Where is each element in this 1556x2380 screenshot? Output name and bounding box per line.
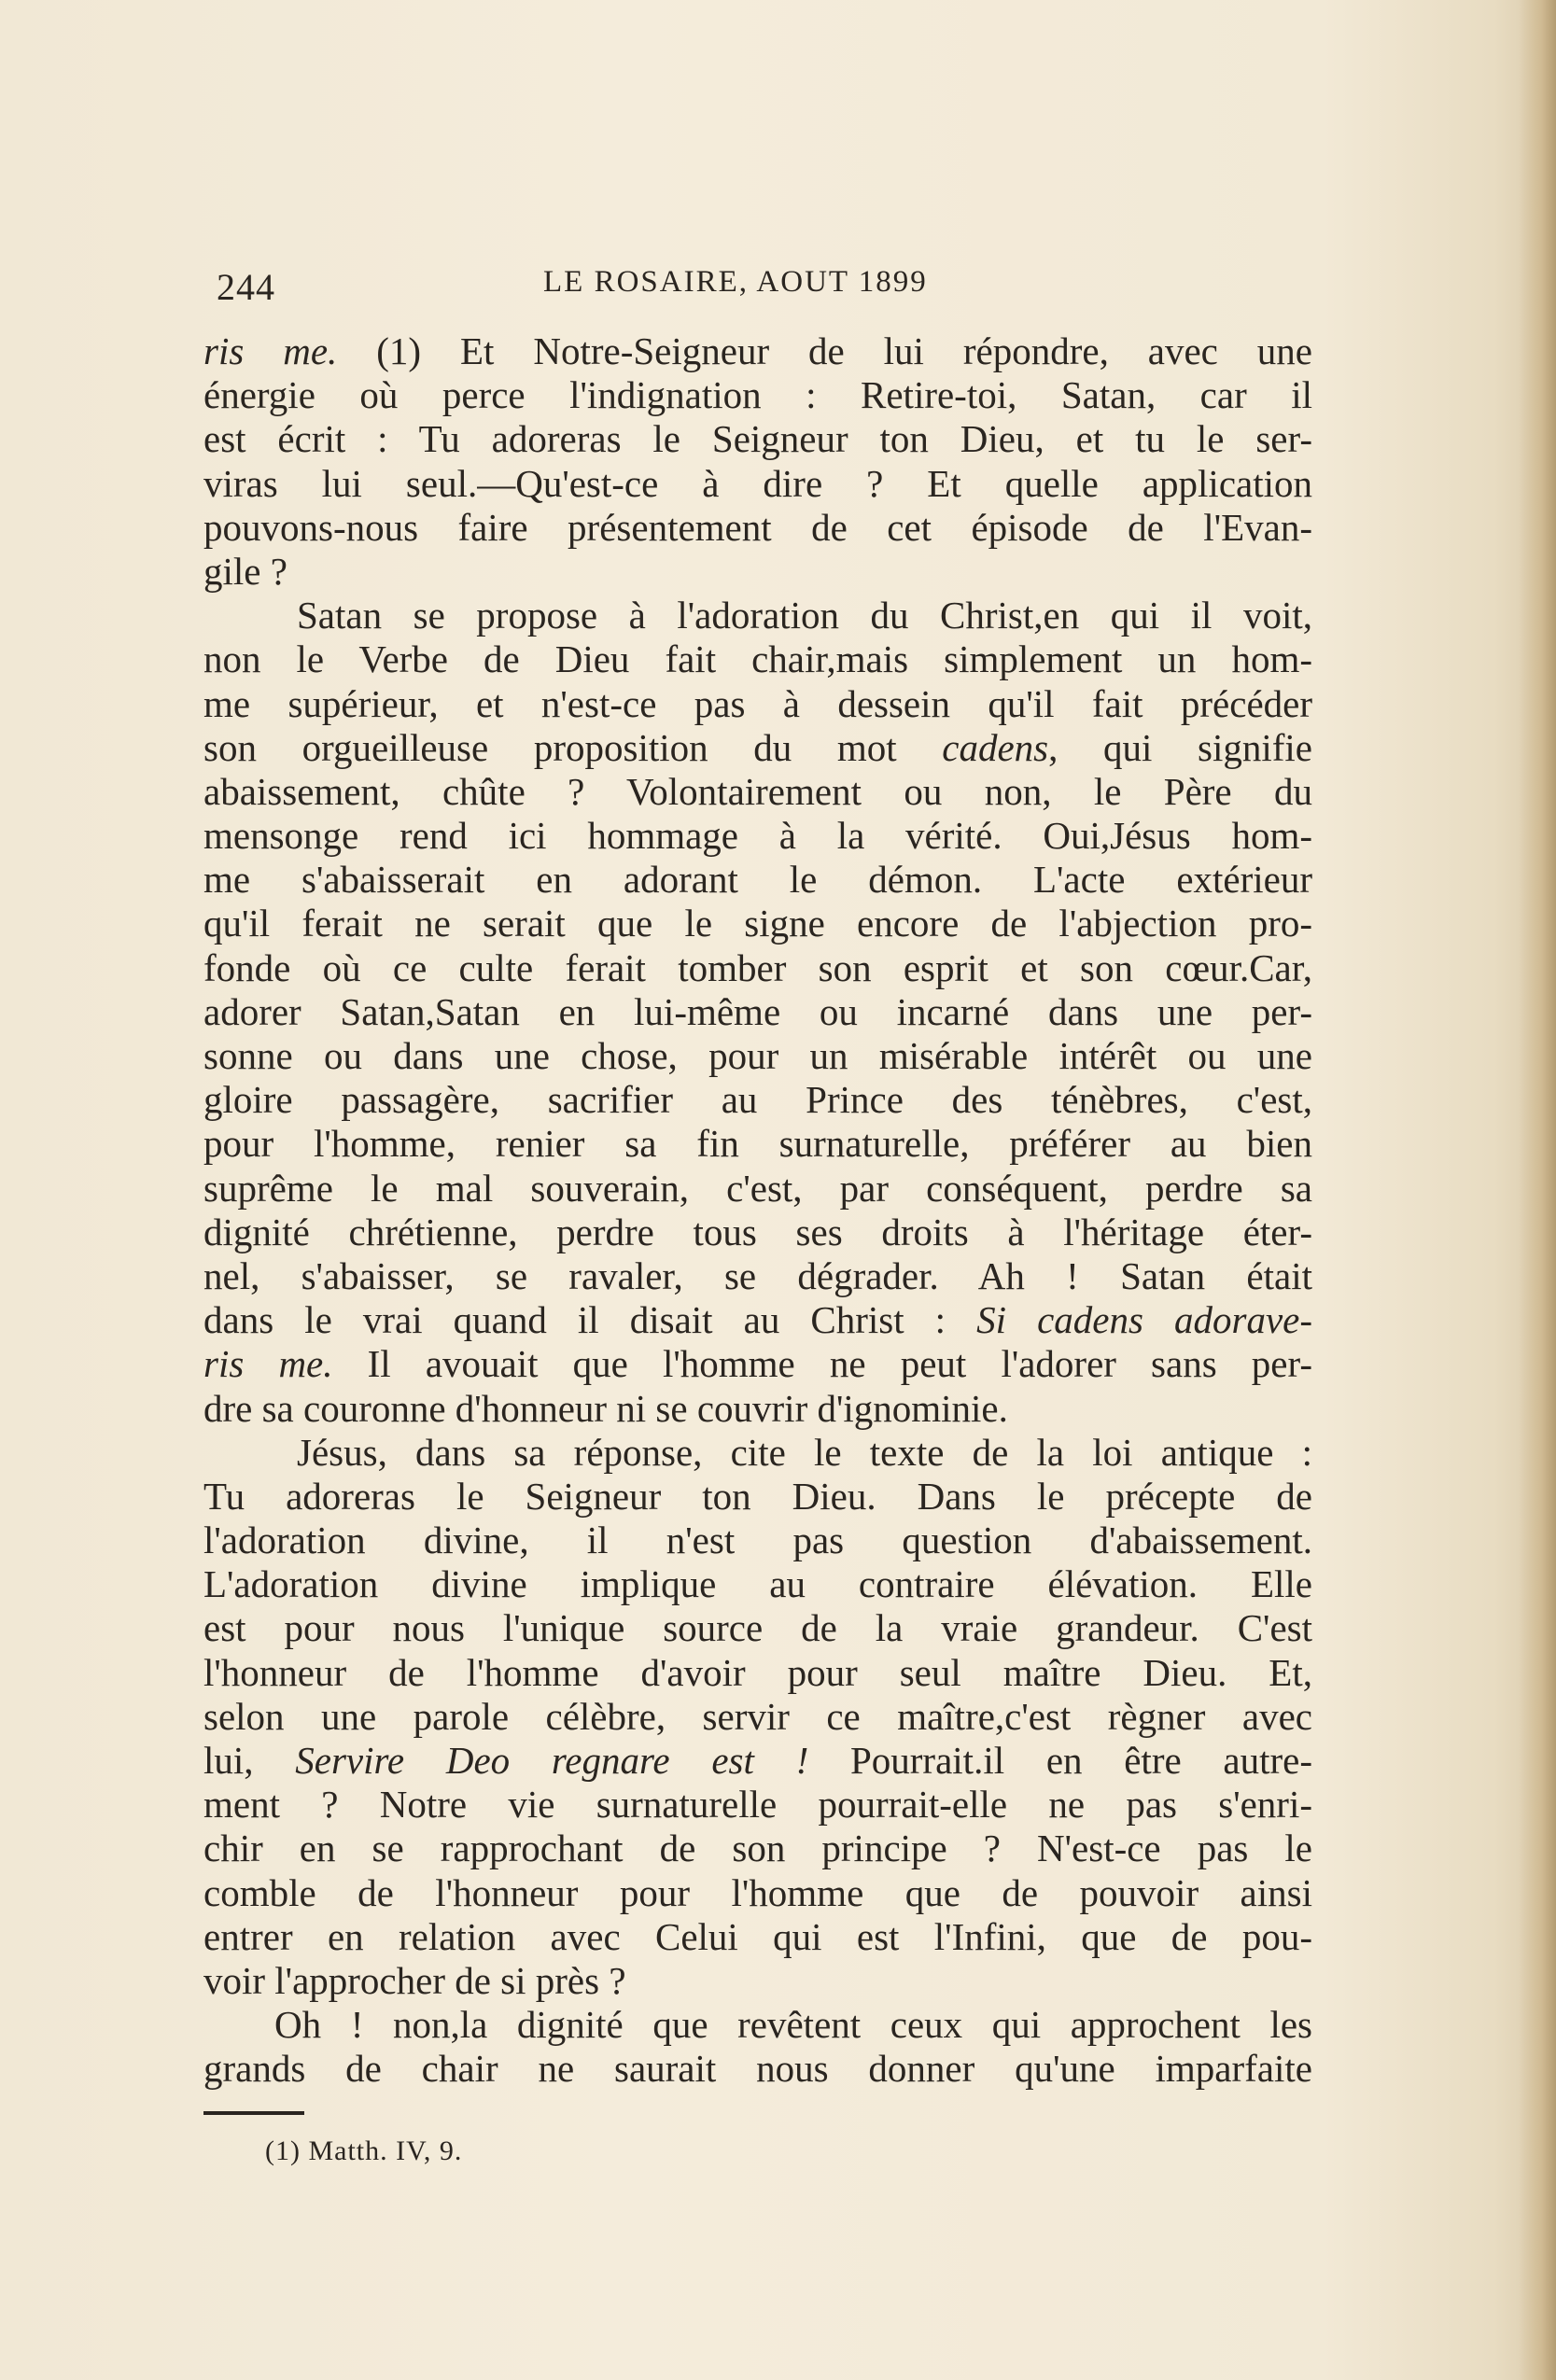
text-line xyxy=(203,1695,1312,1739)
text-line xyxy=(203,1078,1312,1122)
text-line xyxy=(203,858,1312,902)
text-line xyxy=(203,1342,1312,1386)
text-line xyxy=(203,329,1312,373)
text-segment: grands de chair ne saurait nous donner qu'une imparfaite xyxy=(203,2047,1312,2091)
footnote: (1) Matth. IV, 9. xyxy=(265,2135,463,2166)
text-segment: me s'abaisserait en adorant le démon. L'acte extérieur xyxy=(203,858,1312,902)
text-line xyxy=(203,1034,1312,1078)
text-segment: nel, s'abaisser, se ravaler, se dégrader. Ah ! Satan était xyxy=(203,1253,1312,1297)
text-segment: me supérieur, et n'est-ce pas à dessein qu'il fait précéder xyxy=(203,681,1312,725)
text-segment: pour l'homme, renier sa fin surnaturelle, préférer au bien xyxy=(203,1122,1312,1166)
body-text xyxy=(203,329,1312,2092)
text-segment: mensonge rend ici hommage à la vérité. Oui,Jésus hom- xyxy=(203,814,1312,858)
text-segment: fonde où ce culte ferait tomber son esprit et son cœur.Car, xyxy=(203,945,1312,989)
text-segment: (1) Et Notre-Seigneur de lui répondre, avec une xyxy=(337,329,1312,372)
text-line xyxy=(203,1519,1312,1562)
text-segment: lui, xyxy=(203,1739,296,1782)
text-segment: selon une parole célèbre, servir ce maître,c'est règner avec xyxy=(203,1694,1312,1738)
text-segment: adorer Satan,Satan en lui-même ou incarné dans une per- xyxy=(203,989,1312,1033)
text-line xyxy=(203,462,1312,506)
text-line xyxy=(203,1167,1312,1211)
footnote-rule xyxy=(203,2111,304,2115)
text-line xyxy=(203,1298,1312,1342)
text-line xyxy=(203,1431,1312,1475)
text-segment: dignité chrétienne, perdre tous ses droits à l'héritage éter- xyxy=(203,1210,1312,1253)
text-line xyxy=(203,902,1312,945)
text-segment: ment ? Notre vie surnaturelle pourrait-elle ne pas s'enri- xyxy=(203,1783,1312,1827)
text-line xyxy=(203,1959,1312,2003)
text-segment: chir en se rapprochant de son principe ? N'est-ce pas le xyxy=(203,1827,1312,1870)
page-number: 244 xyxy=(217,266,275,308)
text-line xyxy=(203,373,1312,417)
text-line xyxy=(203,1475,1312,1519)
text-line xyxy=(203,1606,1312,1650)
text-line xyxy=(203,550,1312,594)
italic-text: cadens xyxy=(942,725,1049,769)
text-segment: L'adoration divine implique au contraire élévation. Elle xyxy=(203,1562,1312,1606)
text-line xyxy=(203,1915,1312,1959)
text-line xyxy=(203,1827,1312,1870)
text-segment: , qui signifie xyxy=(1048,725,1313,769)
text-segment: sonne ou dans une chose, pour un misérable intérêt ou une xyxy=(203,1034,1312,1077)
text-line xyxy=(203,726,1312,770)
text-line xyxy=(203,1562,1312,1606)
italic-text: Si cadens adorave- xyxy=(976,1298,1313,1342)
text-segment: entrer en relation avec Celui qui est l'Infini, que de pou- xyxy=(203,1914,1312,1958)
text-segment: est pour nous l'unique source de la vraie grandeur. C'est xyxy=(203,1606,1312,1650)
running-title: LE ROSAIRE, AOUT 1899 xyxy=(543,265,928,299)
text-segment: gloire passagère, sacrifier au Prince des ténèbres, c'est, xyxy=(203,1078,1312,1122)
text-line xyxy=(203,1871,1312,1915)
text-line xyxy=(203,594,1312,637)
text-segment: son orgueilleuse proposition du mot xyxy=(203,725,943,769)
text-line xyxy=(203,946,1312,990)
text-line xyxy=(203,2003,1312,2047)
text-segment: voir l'approcher de si près ? xyxy=(203,1958,626,2002)
text-segment: pouvons-nous faire présentement de cet épisode de l'Evan- xyxy=(203,505,1312,549)
text-line xyxy=(203,1783,1312,1827)
text-line xyxy=(203,506,1312,550)
text-segment: gile ? xyxy=(203,549,287,593)
italic-text: ris me. xyxy=(203,1342,333,1386)
text-segment: qu'il ferait ne serait que le signe encore de l'abjection pro- xyxy=(203,902,1312,945)
text-segment: abaissement, chûte ? Volontairement ou non, le Père du xyxy=(203,769,1312,813)
text-segment: dre sa couronne d'honneur ni se couvrir d'ignominie. xyxy=(203,1386,1008,1430)
text-line xyxy=(203,1387,1312,1431)
text-segment: est écrit : Tu adoreras le Seigneur ton Dieu, et tu le ser- xyxy=(203,417,1312,461)
text-segment: suprême le mal souverain, c'est, par conséquent, perdre sa xyxy=(203,1166,1312,1210)
text-segment: Tu adoreras le Seigneur ton Dieu. Dans le précepte de xyxy=(203,1474,1312,1518)
text-line xyxy=(203,1739,1312,1783)
text-segment: Jésus, dans sa réponse, cite le texte de la loi antique : xyxy=(297,1430,1312,1474)
text-segment: non le Verbe de Dieu fait chair,mais simplement un hom- xyxy=(203,637,1312,681)
text-line xyxy=(203,1254,1312,1298)
text-line xyxy=(203,637,1312,681)
text-segment: viras lui seul.—Qu'est-ce à dire ? Et quelle application xyxy=(203,461,1312,505)
text-line xyxy=(203,814,1312,858)
text-line xyxy=(203,417,1312,461)
text-segment: Pourrait.il en être autre- xyxy=(808,1739,1312,1782)
text-line xyxy=(203,1122,1312,1166)
text-line xyxy=(203,1211,1312,1254)
text-line xyxy=(203,2047,1312,2091)
text-segment: énergie où perce l'indignation : Retire-toi, Satan, car il xyxy=(203,373,1312,417)
text-segment: Il avouait que l'homme ne peut l'adorer sans per- xyxy=(332,1342,1312,1386)
italic-text: Servire Deo regnare est ! xyxy=(295,1739,809,1782)
text-line xyxy=(203,682,1312,726)
text-line xyxy=(203,1651,1312,1695)
text-segment: l'honneur de l'homme d'avoir pour seul maître Dieu. Et, xyxy=(203,1650,1312,1694)
text-line xyxy=(203,990,1312,1034)
running-head xyxy=(217,254,1309,310)
text-segment: Satan se propose à l'adoration du Christ,en qui il voit, xyxy=(297,594,1312,637)
text-segment: l'adoration divine, il n'est pas question d'abaissement. xyxy=(203,1519,1312,1562)
text-segment: dans le vrai quand il disait au Christ : xyxy=(203,1298,977,1342)
italic-text: ris me. xyxy=(203,329,338,372)
text-segment: comble de l'honneur pour l'homme que de pouvoir ainsi xyxy=(203,1870,1312,1914)
text-line xyxy=(203,770,1312,814)
text-segment: Oh ! non,la dignité que revêtent ceux qui approchent les xyxy=(274,2003,1312,2047)
page-edge-shadow xyxy=(1519,0,1556,2380)
